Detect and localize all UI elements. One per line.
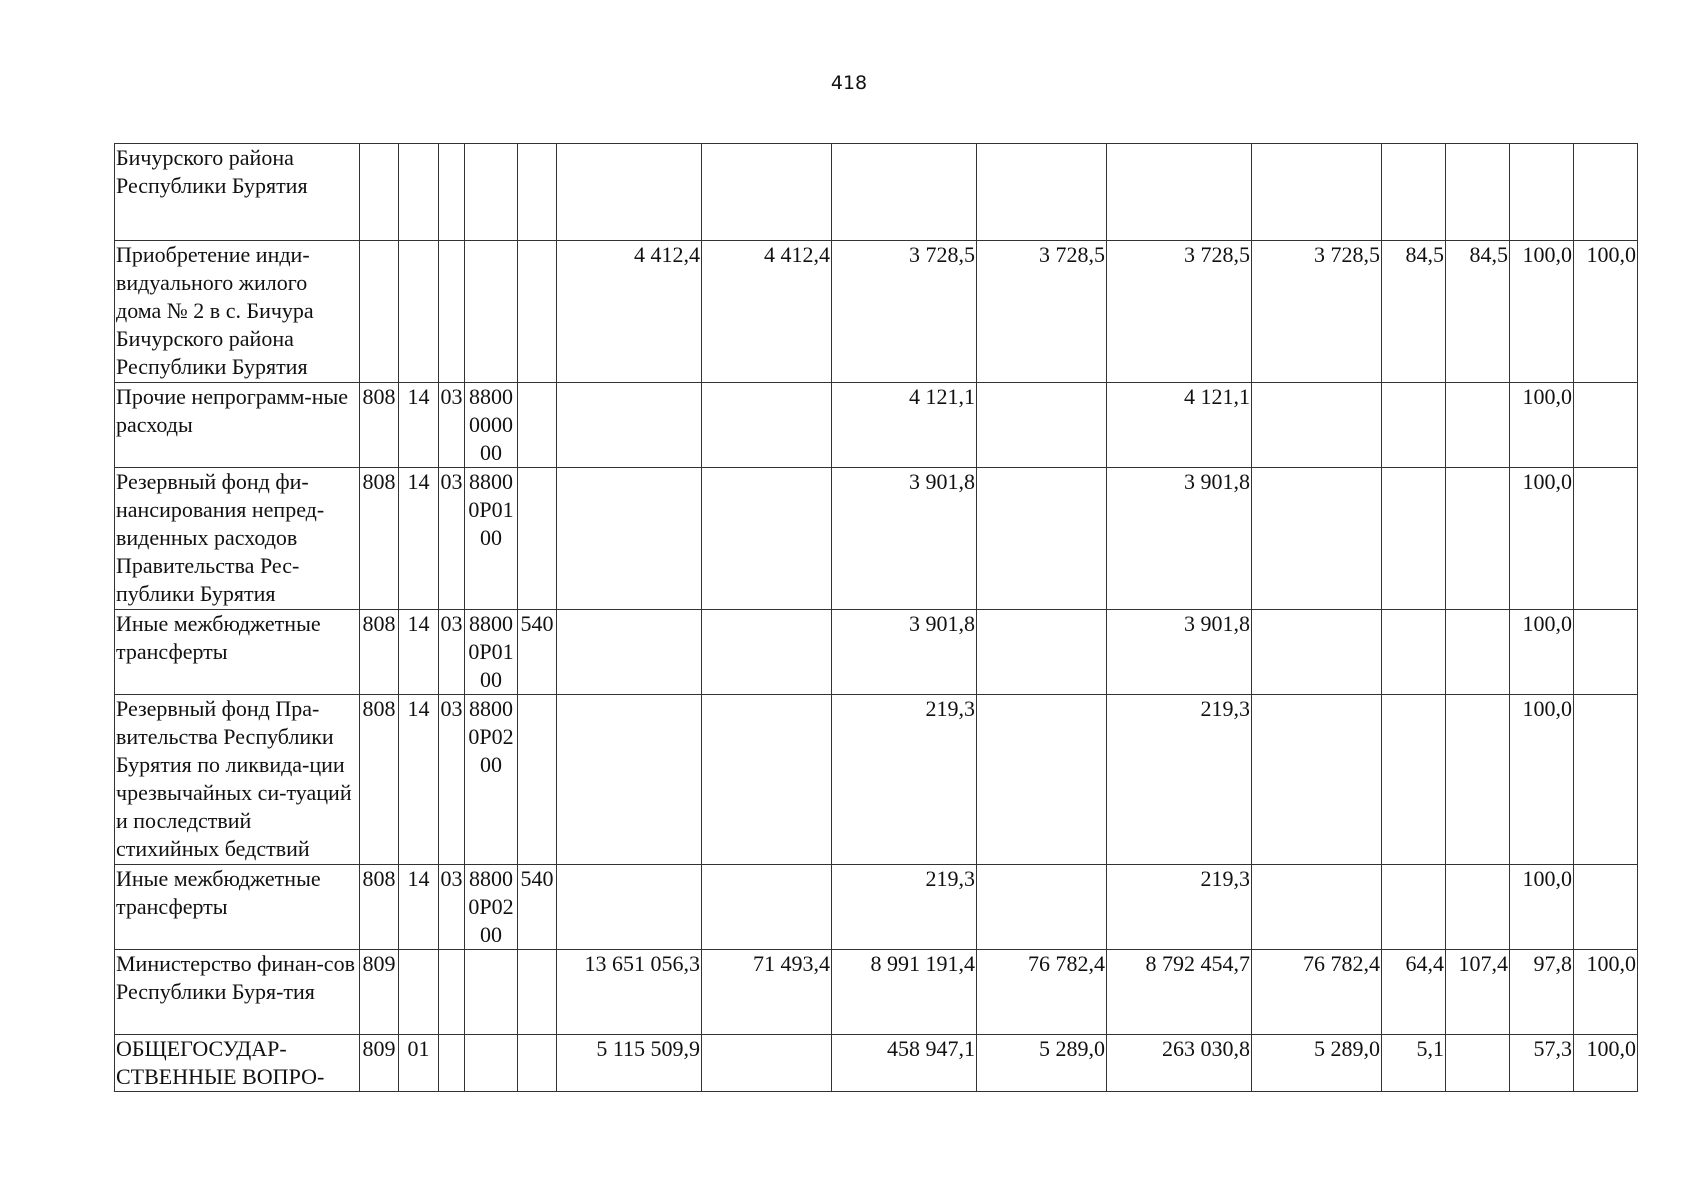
section-code-cell: 14	[399, 865, 439, 950]
value-cell-2	[702, 383, 832, 468]
percent-cell-4	[1574, 695, 1638, 865]
percent-cell-3: 100,0	[1510, 865, 1574, 950]
percent-cell-2	[1446, 695, 1510, 865]
value-cell-4	[977, 695, 1107, 865]
value-cell-1	[557, 383, 702, 468]
value-cell-4	[977, 610, 1107, 695]
value-cell-5: 219,3	[1107, 695, 1252, 865]
table-row	[115, 383, 1638, 468]
expense-type-cell	[518, 695, 557, 865]
value-cell-3: 219,3	[832, 865, 977, 950]
value-cell-2	[702, 695, 832, 865]
value-cell-6	[1252, 865, 1382, 950]
target-article-cell: 88000000 00	[465, 383, 518, 468]
value-cell-1	[557, 865, 702, 950]
value-cell-1	[557, 468, 702, 610]
percent-cell-1: 84,5	[1382, 241, 1446, 383]
section-code-cell	[399, 950, 439, 1035]
expense-type-cell	[518, 1035, 557, 1092]
target-article-cell: 88000P01 00	[465, 468, 518, 610]
percent-cell-2	[1446, 383, 1510, 468]
table-row	[115, 241, 1638, 383]
value-cell-6	[1252, 468, 1382, 610]
ved-code-cell	[360, 241, 399, 383]
section-code-cell	[399, 144, 439, 241]
percent-cell-1: 5,1	[1382, 1035, 1446, 1092]
value-cell-2: 71 493,4	[702, 950, 832, 1035]
percent-cell-3: 100,0	[1510, 468, 1574, 610]
percent-cell-4: 100,0	[1574, 950, 1638, 1035]
value-cell-4: 5 289,0	[977, 1035, 1107, 1092]
value-cell-5: 3 901,8	[1107, 610, 1252, 695]
value-cell-1	[557, 695, 702, 865]
row-name-cell: Резервный фонд Пра-вительства Республики Бурятия по ликвида-ции чрезвычайных си-туаций и последствий стихийных бедствий	[115, 695, 360, 865]
percent-cell-2: 107,4	[1446, 950, 1510, 1035]
percent-cell-2	[1446, 468, 1510, 610]
value-cell-4	[977, 865, 1107, 950]
percent-cell-3: 100,0	[1510, 383, 1574, 468]
expense-type-cell: 540	[518, 610, 557, 695]
value-cell-3: 3 901,8	[832, 468, 977, 610]
value-cell-3: 458 947,1	[832, 1035, 977, 1092]
percent-cell-1	[1382, 144, 1446, 241]
percent-cell-3: 100,0	[1510, 610, 1574, 695]
ved-code-cell: 808	[360, 383, 399, 468]
percent-cell-2: 84,5	[1446, 241, 1510, 383]
subsection-code-cell: 03	[439, 610, 465, 695]
ved-code-cell	[360, 144, 399, 241]
row-name-cell: Приобретение инди-видуального жилого дома № 2 в с. Бичура Бичурского района Республики Бурятия	[115, 241, 360, 383]
value-cell-3: 8 991 191,4	[832, 950, 977, 1035]
row-name-cell: ОБЩЕГОСУДАР-СТВЕННЫЕ ВОПРО-	[115, 1035, 360, 1092]
page-number: 418	[830, 72, 868, 94]
ved-code-cell: 809	[360, 950, 399, 1035]
table-row	[115, 1035, 1638, 1092]
value-cell-6: 3 728,5	[1252, 241, 1382, 383]
value-cell-4: 3 728,5	[977, 241, 1107, 383]
section-code-cell: 14	[399, 695, 439, 865]
section-code-cell: 01	[399, 1035, 439, 1092]
percent-cell-3: 97,8	[1510, 950, 1574, 1035]
value-cell-5: 3 728,5	[1107, 241, 1252, 383]
percent-cell-1	[1382, 468, 1446, 610]
subsection-code-cell	[439, 950, 465, 1035]
table-row	[115, 865, 1638, 950]
row-name-cell: Министерство финан-сов Республики Буря-тия	[115, 950, 360, 1035]
value-cell-3: 3 728,5	[832, 241, 977, 383]
value-cell-2	[702, 865, 832, 950]
budget-table	[114, 143, 1638, 1092]
value-cell-5	[1107, 144, 1252, 241]
target-article-cell	[465, 950, 518, 1035]
value-cell-2: 4 412,4	[702, 241, 832, 383]
percent-cell-4	[1574, 383, 1638, 468]
value-cell-1: 5 115 509,9	[557, 1035, 702, 1092]
percent-cell-3: 100,0	[1510, 241, 1574, 383]
expense-type-cell	[518, 468, 557, 610]
subsection-code-cell	[439, 1035, 465, 1092]
value-cell-6	[1252, 695, 1382, 865]
value-cell-1: 4 412,4	[557, 241, 702, 383]
value-cell-5: 219,3	[1107, 865, 1252, 950]
section-code-cell: 14	[399, 610, 439, 695]
subsection-code-cell: 03	[439, 468, 465, 610]
section-code-cell: 14	[399, 468, 439, 610]
percent-cell-1: 64,4	[1382, 950, 1446, 1035]
percent-cell-3: 100,0	[1510, 695, 1574, 865]
table-row	[115, 695, 1638, 865]
percent-cell-4: 100,0	[1574, 1035, 1638, 1092]
percent-cell-2	[1446, 865, 1510, 950]
percent-cell-1	[1382, 383, 1446, 468]
table-row	[115, 950, 1638, 1035]
percent-cell-4	[1574, 865, 1638, 950]
ved-code-cell: 808	[360, 695, 399, 865]
target-article-cell	[465, 1035, 518, 1092]
ved-code-cell: 808	[360, 468, 399, 610]
value-cell-4	[977, 144, 1107, 241]
subsection-code-cell: 03	[439, 865, 465, 950]
value-cell-6	[1252, 383, 1382, 468]
ved-code-cell: 808	[360, 610, 399, 695]
value-cell-4: 76 782,4	[977, 950, 1107, 1035]
subsection-code-cell	[439, 144, 465, 241]
target-article-cell	[465, 241, 518, 383]
value-cell-1	[557, 144, 702, 241]
value-cell-5: 263 030,8	[1107, 1035, 1252, 1092]
subsection-code-cell: 03	[439, 695, 465, 865]
value-cell-1	[557, 610, 702, 695]
percent-cell-2	[1446, 144, 1510, 241]
row-name-cell: Иные межбюджетные трансферты	[115, 865, 360, 950]
percent-cell-4	[1574, 610, 1638, 695]
table-row	[115, 468, 1638, 610]
value-cell-2	[702, 468, 832, 610]
target-article-cell: 88000P01 00	[465, 610, 518, 695]
ved-code-cell: 808	[360, 865, 399, 950]
row-name-cell: Прочие непрограмм-ные расходы	[115, 383, 360, 468]
value-cell-3	[832, 144, 977, 241]
percent-cell-2	[1446, 1035, 1510, 1092]
subsection-code-cell	[439, 241, 465, 383]
value-cell-6	[1252, 144, 1382, 241]
table-body	[115, 144, 1638, 1092]
percent-cell-1	[1382, 610, 1446, 695]
target-article-cell: 88000P02 00	[465, 695, 518, 865]
expense-type-cell	[518, 383, 557, 468]
value-cell-4	[977, 383, 1107, 468]
percent-cell-4: 100,0	[1574, 241, 1638, 383]
value-cell-5: 3 901,8	[1107, 468, 1252, 610]
expense-type-cell: 540	[518, 865, 557, 950]
value-cell-3: 219,3	[832, 695, 977, 865]
value-cell-4	[977, 468, 1107, 610]
value-cell-2	[702, 1035, 832, 1092]
row-name-cell: Бичурского района Республики Бурятия	[115, 144, 360, 241]
percent-cell-3: 57,3	[1510, 1035, 1574, 1092]
target-article-cell: 88000P02 00	[465, 865, 518, 950]
row-name-cell: Иные межбюджетные трансферты	[115, 610, 360, 695]
percent-cell-4	[1574, 468, 1638, 610]
value-cell-1: 13 651 056,3	[557, 950, 702, 1035]
value-cell-2	[702, 144, 832, 241]
section-code-cell: 14	[399, 383, 439, 468]
row-name-cell: Резервный фонд фи-нансирования непред-виденных расходов Правительства Рес-публики Бурятия	[115, 468, 360, 610]
percent-cell-2	[1446, 610, 1510, 695]
target-article-cell	[465, 144, 518, 241]
value-cell-6: 76 782,4	[1252, 950, 1382, 1035]
subsection-code-cell: 03	[439, 383, 465, 468]
ved-code-cell: 809	[360, 1035, 399, 1092]
value-cell-5: 8 792 454,7	[1107, 950, 1252, 1035]
expense-type-cell	[518, 950, 557, 1035]
section-code-cell	[399, 241, 439, 383]
value-cell-3: 3 901,8	[832, 610, 977, 695]
value-cell-2	[702, 610, 832, 695]
value-cell-5: 4 121,1	[1107, 383, 1252, 468]
table-row	[115, 144, 1638, 241]
table-row	[115, 610, 1638, 695]
expense-type-cell	[518, 241, 557, 383]
value-cell-6	[1252, 610, 1382, 695]
value-cell-3: 4 121,1	[832, 383, 977, 468]
expense-type-cell	[518, 144, 557, 241]
percent-cell-4	[1574, 144, 1638, 241]
percent-cell-1	[1382, 695, 1446, 865]
value-cell-6: 5 289,0	[1252, 1035, 1382, 1092]
percent-cell-1	[1382, 865, 1446, 950]
percent-cell-3	[1510, 144, 1574, 241]
